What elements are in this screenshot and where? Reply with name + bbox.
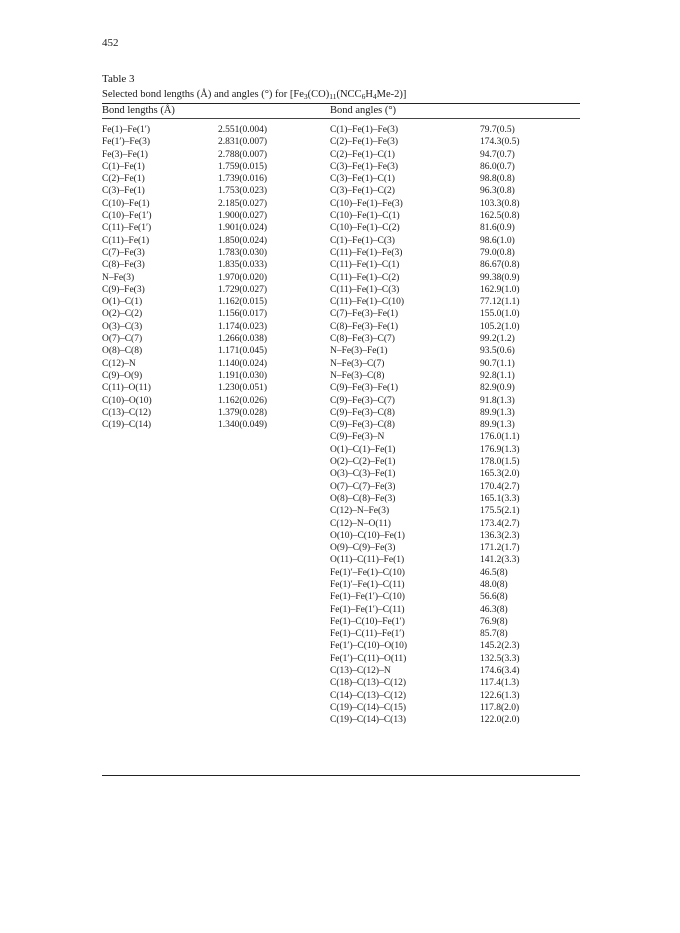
bond-angle-value: 122.0(2.0) bbox=[480, 715, 520, 726]
bond-angle-name: C(12)–N–O(11) bbox=[330, 518, 391, 529]
bond-angle-value: 96.3(0.8) bbox=[480, 186, 515, 197]
table-label: Table 3 bbox=[102, 73, 135, 85]
bond-angle-name: C(8)–Fe(3)–Fe(1) bbox=[330, 321, 399, 332]
bond-angle-name: C(11)–Fe(1)–Fe(3) bbox=[330, 247, 403, 258]
bond-length-name: C(9)–O(9) bbox=[102, 370, 143, 381]
bond-length-value: 1.739(0.016) bbox=[218, 174, 268, 185]
bond-angle-name: C(3)–Fe(1)–Fe(3) bbox=[330, 161, 399, 172]
bond-angle-name: Fe(1)′–Fe(1)–C(10) bbox=[330, 567, 405, 578]
bond-length-value: 2.551(0.004) bbox=[218, 125, 268, 135]
bond-angle-name: C(9)–Fe(3)–N bbox=[330, 432, 385, 443]
bond-angle-name: C(10)–Fe(1)–C(1) bbox=[330, 211, 400, 222]
caption-subscript: 6 bbox=[361, 92, 366, 101]
bond-angle-values-column bbox=[480, 124, 520, 727]
bond-angle-value: 93.5(0.6) bbox=[480, 346, 515, 357]
bond-angle-value: 174.6(3.4) bbox=[480, 666, 520, 677]
bond-angle-name: C(3)–Fe(1)–C(1) bbox=[330, 174, 395, 185]
bond-angle-value: 162.9(1.0) bbox=[480, 284, 520, 295]
bond-angle-name: O(9)–C(9)–Fe(3) bbox=[330, 543, 396, 554]
bond-angle-value: 92.8(1.1) bbox=[480, 370, 515, 381]
bond-angle-name: C(2)–Fe(1)–Fe(3) bbox=[330, 137, 399, 148]
bond-angle-value: 178.0(1.5) bbox=[480, 457, 520, 468]
caption-text: H bbox=[365, 89, 373, 100]
bond-angle-name: C(19)–C(14)–C(15) bbox=[330, 702, 406, 713]
bond-angle-name: O(1)–C(1)–Fe(1) bbox=[330, 444, 396, 455]
bond-length-value: 1.140(0.024) bbox=[218, 358, 268, 369]
bond-angle-value: 79.0(0.8) bbox=[480, 247, 515, 258]
bond-angle-value: 46.5(8) bbox=[480, 567, 508, 578]
bond-angle-value: 98.6(1.0) bbox=[480, 235, 515, 246]
bond-angle-value: 105.2(1.0) bbox=[480, 321, 520, 332]
bond-angle-name: C(11)–Fe(1)–C(1) bbox=[330, 260, 400, 271]
bond-angle-name: C(8)–Fe(3)–C(7) bbox=[330, 334, 395, 345]
bond-angle-name: C(11)–Fe(1)–C(3) bbox=[330, 284, 400, 295]
bond-length-value: 1.174(0.023) bbox=[218, 321, 268, 332]
bond-angle-value: 85.7(8) bbox=[480, 629, 508, 640]
caption-subscript: 11 bbox=[329, 92, 337, 101]
bond-angle-value: 86.0(0.7) bbox=[480, 161, 515, 172]
bond-angle-value: 176.0(1.1) bbox=[480, 432, 520, 443]
caption-text: Selected bond lengths (Å) and angles (°) for [Fe bbox=[102, 89, 304, 100]
bond-angle-name: C(11)–Fe(1)–C(10) bbox=[330, 297, 405, 308]
bond-angle-value: 162.5(0.8) bbox=[480, 211, 520, 222]
bond-angle-name: O(7)–C(7)–Fe(3) bbox=[330, 481, 396, 492]
table-bottom-rule bbox=[102, 775, 580, 776]
bond-angle-name: O(3)–C(3)–Fe(1) bbox=[330, 469, 396, 480]
bond-length-name: O(7)–C(7) bbox=[102, 334, 143, 345]
bond-length-name: C(2)–Fe(1) bbox=[102, 174, 145, 185]
bond-angle-name: C(18)–C(13)–C(12) bbox=[330, 678, 406, 689]
bond-length-value: 1.156(0.017) bbox=[218, 309, 268, 320]
bond-angle-name: C(19)–C(14)–C(13) bbox=[330, 715, 406, 726]
bond-length-name: C(11)–O(11) bbox=[102, 383, 151, 394]
bond-angle-name: Fe(1′)–C(11)–O(11) bbox=[330, 653, 407, 664]
bond-length-value: 2.831(0.007) bbox=[218, 137, 268, 148]
bond-angle-value: 175.5(2.1) bbox=[480, 506, 520, 517]
bond-angle-name: C(11)–Fe(1)–C(2) bbox=[330, 272, 400, 283]
bond-length-name: O(2)–C(2) bbox=[102, 309, 143, 320]
bond-angle-value: 99.38(0.9) bbox=[480, 272, 520, 283]
bond-angle-value: 82.9(0.9) bbox=[480, 383, 515, 394]
bond-angle-name: C(9)–Fe(3)–C(7) bbox=[330, 395, 395, 406]
bond-angle-value: 89.9(1.3) bbox=[480, 420, 515, 431]
bond-length-name: C(12)–N bbox=[102, 358, 136, 369]
bond-length-value: 2.185(0.027) bbox=[218, 198, 268, 209]
caption-text: (NCC bbox=[336, 89, 362, 100]
bond-length-value: 1.783(0.030) bbox=[218, 247, 268, 258]
bond-length-name: C(11)–Fe(1′) bbox=[102, 223, 152, 234]
bond-angle-name: Fe(1)–C(10)–Fe(1′) bbox=[330, 616, 405, 627]
bond-lengths-header: Bond lengths (Å) bbox=[102, 105, 175, 116]
bond-angle-name: N–Fe(3)–C(7) bbox=[330, 358, 385, 369]
bond-length-value: 1.850(0.024) bbox=[218, 235, 268, 246]
bond-angle-name: Fe(1′)–C(10)–O(10) bbox=[330, 641, 408, 652]
bond-length-value: 1.970(0.020) bbox=[218, 272, 268, 283]
bond-length-value: 1.759(0.015) bbox=[218, 161, 268, 172]
bond-angle-value: 90.7(1.1) bbox=[480, 358, 515, 369]
bond-angle-value: 81.6(0.9) bbox=[480, 223, 515, 234]
bond-angle-name: N–Fe(3)–Fe(1) bbox=[330, 346, 388, 357]
bond-length-value: 1.900(0.027) bbox=[218, 211, 268, 222]
bond-angle-value: 91.8(1.3) bbox=[480, 395, 515, 406]
page-number: 452 bbox=[102, 37, 119, 49]
bond-angle-value: 94.7(0.7) bbox=[480, 149, 515, 160]
bond-length-value: 1.191(0.030) bbox=[218, 370, 268, 381]
table-top-rule bbox=[102, 103, 580, 104]
bond-angle-value: 170.4(2.7) bbox=[480, 481, 520, 492]
bond-angle-names-column bbox=[330, 124, 407, 727]
bond-angle-value: 122.6(1.3) bbox=[480, 690, 520, 701]
bond-angle-name: Fe(1)–Fe(1′)–C(10) bbox=[330, 592, 405, 603]
bond-angle-value: 165.3(2.0) bbox=[480, 469, 520, 480]
bond-angle-value: 89.9(1.3) bbox=[480, 407, 515, 418]
bond-angle-name: C(1)–Fe(1)–Fe(3) bbox=[330, 125, 399, 135]
caption-text: Me-2)] bbox=[376, 89, 407, 100]
bond-angle-name: C(12)–N–Fe(3) bbox=[330, 506, 390, 517]
table-caption bbox=[102, 89, 406, 101]
bond-angle-value: 117.4(1.3) bbox=[480, 678, 520, 689]
caption-text: (CO) bbox=[307, 89, 330, 100]
bond-angle-name: C(14)–C(13)–C(12) bbox=[330, 690, 406, 701]
bond-angle-value: 174.3(0.5) bbox=[480, 137, 520, 148]
bond-angle-value: 48.0(8) bbox=[480, 579, 508, 590]
bond-angle-name: C(10)–Fe(1)–C(2) bbox=[330, 223, 400, 234]
bond-angle-value: 86.67(0.8) bbox=[480, 260, 520, 271]
bond-angle-value: 145.2(2.3) bbox=[480, 641, 520, 652]
bond-length-values-column bbox=[218, 124, 267, 431]
bond-angle-value: 136.3(2.3) bbox=[480, 530, 520, 541]
bond-angle-value: 117.8(2.0) bbox=[480, 702, 520, 713]
bond-angle-value: 103.3(0.8) bbox=[480, 198, 520, 209]
bond-length-name: Fe(1)–Fe(1′) bbox=[102, 125, 150, 135]
bond-length-name: C(11)–Fe(1) bbox=[102, 235, 150, 246]
bond-length-name: N–Fe(3) bbox=[102, 272, 135, 283]
bond-length-value: 1.230(0.051) bbox=[218, 383, 268, 394]
bond-angle-name: Fe(1)′–Fe(1)–C(11) bbox=[330, 579, 405, 590]
bond-length-value: 1.835(0.033) bbox=[218, 260, 268, 271]
bond-length-name: C(10)–O(10) bbox=[102, 395, 152, 406]
bond-angle-name: C(9)–Fe(3)–Fe(1) bbox=[330, 383, 399, 394]
bond-length-value: 1.266(0.038) bbox=[218, 334, 268, 345]
bond-angle-value: 171.2(1.7) bbox=[480, 543, 520, 554]
bond-length-name: Fe(1′)–Fe(3) bbox=[102, 137, 150, 148]
caption-subscript: 4 bbox=[372, 92, 377, 101]
bond-length-value: 1.753(0.023) bbox=[218, 186, 268, 197]
bond-angle-value: 165.1(3.3) bbox=[480, 493, 520, 504]
bond-length-name: C(13)–C(12) bbox=[102, 407, 152, 418]
bond-length-name: C(10)–Fe(1) bbox=[102, 198, 150, 209]
bond-length-value: 1.901(0.024) bbox=[218, 223, 268, 234]
bond-angles-header: Bond angles (°) bbox=[330, 105, 397, 116]
bond-length-name: Fe(3)–Fe(1) bbox=[102, 149, 148, 160]
bond-angle-name: C(10)–Fe(1)–Fe(3) bbox=[330, 198, 403, 209]
bond-angle-value: 46.3(8) bbox=[480, 604, 508, 615]
bond-length-names-column bbox=[102, 124, 152, 431]
bond-angle-value: 176.9(1.3) bbox=[480, 444, 520, 455]
bond-angle-value: 77.12(1.1) bbox=[480, 297, 520, 308]
bond-angle-value: 141.2(3.3) bbox=[480, 555, 520, 566]
bond-angle-name: O(10)–C(10)–Fe(1) bbox=[330, 530, 405, 541]
bond-angle-value: 76.9(8) bbox=[480, 616, 508, 627]
bond-angle-name: Fe(1)–Fe(1′)–C(11) bbox=[330, 604, 405, 615]
bond-length-name: O(3)–C(3) bbox=[102, 321, 143, 332]
bond-angle-name: C(9)–Fe(3)–C(8) bbox=[330, 407, 395, 418]
bond-length-name: C(9)–Fe(3) bbox=[102, 284, 145, 295]
bond-angle-name: O(11)–C(11)–Fe(1) bbox=[330, 555, 405, 566]
bond-length-value: 1.729(0.027) bbox=[218, 284, 268, 295]
bond-length-value: 1.162(0.015) bbox=[218, 297, 268, 308]
bond-length-name: C(8)–Fe(3) bbox=[102, 260, 145, 271]
bond-angle-name: C(13)–C(12)–N bbox=[330, 666, 391, 677]
bond-angle-name: C(2)–Fe(1)–C(1) bbox=[330, 149, 395, 160]
bond-angle-value: 173.4(2.7) bbox=[480, 518, 520, 529]
bond-length-name: O(8)–C(8) bbox=[102, 346, 143, 357]
bond-length-name: C(7)–Fe(3) bbox=[102, 247, 145, 258]
bond-length-value: 1.379(0.028) bbox=[218, 407, 268, 418]
bond-angle-name: C(9)–Fe(3)–C(8) bbox=[330, 420, 395, 431]
bond-length-value: 1.171(0.045) bbox=[218, 346, 268, 357]
bond-angle-name: C(3)–Fe(1)–C(2) bbox=[330, 186, 395, 197]
bond-length-value: 2.788(0.007) bbox=[218, 149, 268, 160]
bond-length-value: 1.340(0.049) bbox=[218, 420, 268, 431]
bond-length-name: O(1)–C(1) bbox=[102, 297, 143, 308]
bond-angle-name: C(1)–Fe(1)–C(3) bbox=[330, 235, 395, 246]
bond-length-value: 1.162(0.026) bbox=[218, 395, 268, 406]
table-header-rule bbox=[102, 118, 580, 119]
bond-angle-name: N–Fe(3)–C(8) bbox=[330, 370, 385, 381]
bond-angle-name: Fe(1)–C(11)–Fe(1′) bbox=[330, 629, 405, 640]
bond-angle-value: 79.7(0.5) bbox=[480, 125, 515, 135]
bond-angle-name: C(7)–Fe(3)–Fe(1) bbox=[330, 309, 399, 320]
bond-length-name: C(10)–Fe(1′) bbox=[102, 211, 152, 222]
caption-subscript: 3 bbox=[303, 92, 308, 101]
bond-angle-name: O(2)–C(2)–Fe(1) bbox=[330, 457, 396, 468]
bond-angle-value: 98.8(0.8) bbox=[480, 174, 515, 185]
bond-angle-name: O(8)–C(8)–Fe(3) bbox=[330, 493, 396, 504]
bond-angle-value: 132.5(3.3) bbox=[480, 653, 520, 664]
bond-length-name: C(19)–C(14) bbox=[102, 420, 152, 431]
bond-angle-value: 155.0(1.0) bbox=[480, 309, 520, 320]
bond-length-name: C(1)–Fe(1) bbox=[102, 161, 145, 172]
bond-angle-value: 99.2(1.2) bbox=[480, 334, 515, 345]
bond-angle-value: 56.6(8) bbox=[480, 592, 508, 603]
bond-length-name: C(3)–Fe(1) bbox=[102, 186, 145, 197]
